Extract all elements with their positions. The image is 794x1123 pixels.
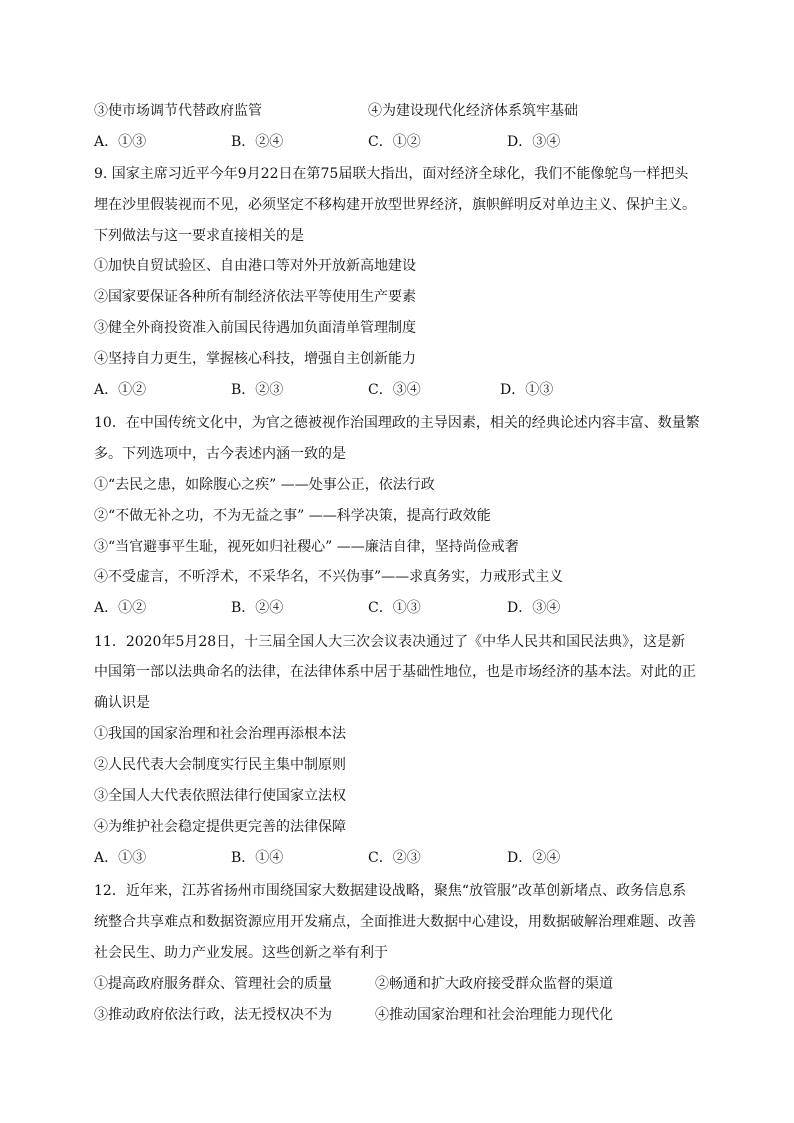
q10-stem-line-2: 多。下列选项中，古今表述内涵一致的是	[94, 446, 346, 462]
q10-answer-d: D．③④	[507, 600, 561, 616]
q12-item-3: ③推动政府依法行政，法无授权决不为	[94, 1007, 332, 1023]
q8-option-3: ③使市场调节代替政府监管	[94, 103, 262, 119]
q10-answer-b: B．②④	[231, 600, 284, 616]
q11-item-1: ①我国的国家治理和社会治理再添根本法	[94, 726, 346, 742]
q12-item-1: ①提高政府服务群众、管理社会的质量	[94, 976, 332, 992]
q9-item-4: ④坚持自力更生，掌握核心科技，增强自主创新能力	[94, 351, 416, 367]
q10-stem-line-1: 10．在中国传统文化中，为官之德被视作治国理政的主导因素，相关的经典论述内容丰富、数量繁	[94, 415, 700, 431]
q11-stem-line-3: 确认识是	[94, 695, 150, 711]
q9-item-1: ①加快自贸试验区、自由港口等对外开放新高地建设	[94, 258, 416, 274]
q12-stem-line-2: 统整合共享难点和数据资源应用开发痛点，全面推进大数据中心建设，用数据破解治理难题、改善	[94, 914, 696, 930]
q9-stem-line-1: 9. 国家主席习近平今年9月22日在第75届联大指出，面对经济全球化，我们不能像鸵鸟一样把头	[94, 166, 689, 182]
q10-item-3: ③“当官避事平生耻，视死如归社稷心” ——廉洁自律，坚持尚俭戒奢	[94, 539, 519, 555]
q9-stem-line-2: 埋在沙里假装视而不见，必须坚定不移构建开放型世界经济，旗帜鲜明反对单边主义、保护主义。	[94, 197, 696, 213]
q8-option-4: ④为建设现代化经济体系筑牢基础	[368, 103, 578, 119]
q11-answer-b: B．①④	[231, 850, 284, 866]
q9-item-2: ②国家要保证各种所有制经济依法平等使用生产要素	[94, 289, 416, 305]
q9-answer-c: C．③④	[368, 382, 421, 398]
q8-answer-a: A．①③	[94, 134, 147, 150]
q11-answer-d: D．②④	[507, 850, 561, 866]
q12-item-2: ②畅通和扩大政府接受群众监督的渠道	[375, 976, 613, 992]
q10-item-4: ④不受虚言，不听浮术，不采华名，不兴伪事”——求真务实，力戒形式主义	[94, 569, 564, 585]
q9-answer-b: B．②③	[231, 382, 284, 398]
q8-answer-d: D．③④	[507, 134, 561, 150]
q11-answer-c: C．②③	[368, 850, 421, 866]
q9-answer-a: A．①②	[94, 382, 147, 398]
q9-answer-d: D．①③	[500, 382, 554, 398]
q9-item-3: ③健全外商投资准入前国民待遇加负面清单管理制度	[94, 320, 416, 336]
q11-stem-line-1: 11．2020年5月28日，十三届全国人大三次会议表决通过了《中华人民共和国民法典》，这是新	[94, 634, 686, 650]
q8-answer-c: C．①②	[368, 134, 421, 150]
q8-answer-b: B．②④	[231, 134, 284, 150]
q9-stem-line-3: 下列做法与这一要求直接相关的是	[94, 228, 304, 244]
q11-item-4: ④为维护社会稳定提供更完善的法律保障	[94, 819, 346, 835]
q11-item-3: ③全国人大代表依照法律行使国家立法权	[94, 788, 346, 804]
q11-stem-line-2: 中国第一部以法典命名的法律，在法律体系中居于基础性地位，也是市场经济的基本法。对此的正	[94, 664, 696, 680]
q10-answer-a: A．①②	[94, 600, 147, 616]
q10-item-1: ①“去民之患，如除腹心之疾” ——处事公正，依法行政	[94, 477, 435, 493]
q12-stem-line-3: 社会民生、助力产业发展。这些创新之举有利于	[94, 945, 388, 961]
q12-item-4: ④推动国家治理和社会治理能力现代化	[375, 1007, 613, 1023]
q10-answer-c: C．①③	[368, 600, 421, 616]
q11-item-2: ②人民代表大会制度实行民主集中制原则	[94, 757, 346, 773]
q12-stem-line-1: 12．近年来，江苏省扬州市围绕国家大数据建设战略，聚焦“放管服”改革创新堵点、政务信息系	[94, 883, 687, 899]
q11-answer-a: A．①③	[94, 850, 147, 866]
q10-item-2: ②“不做无补之功，不为无益之事” ——科学决策，提高行政效能	[94, 508, 491, 524]
